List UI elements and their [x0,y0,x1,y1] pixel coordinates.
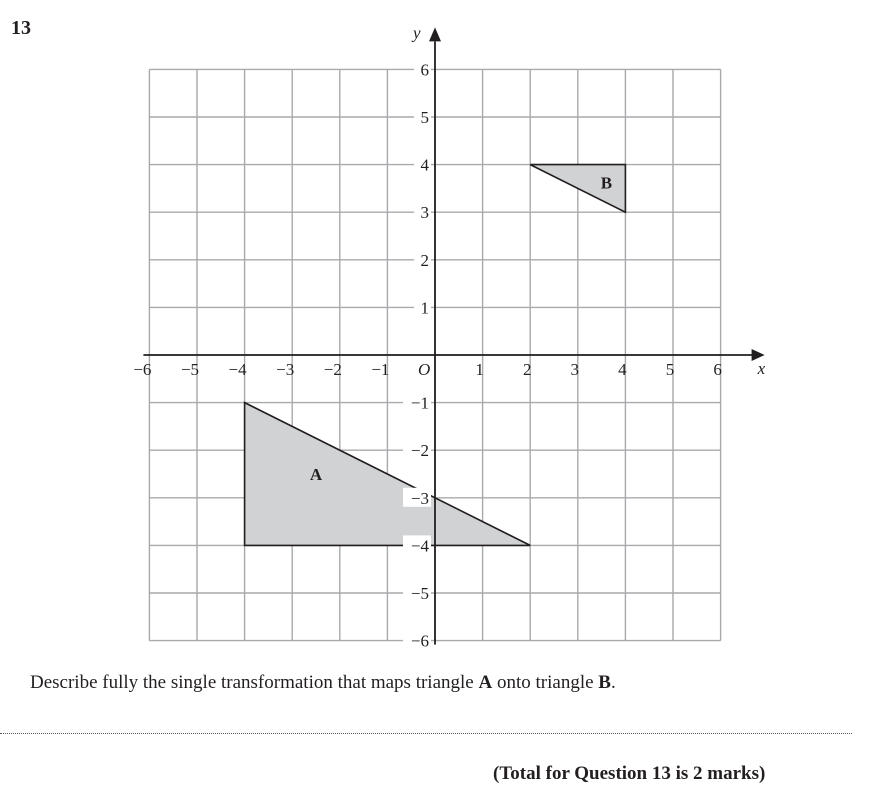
y-axis-arrow-icon [429,27,441,41]
x-tick-label: −6 [133,360,152,379]
x-tick-label: −2 [323,360,342,379]
x-tick-label: 6 [713,360,722,379]
question-text-part: Describe fully the single transformation that maps triangle [30,672,479,693]
triangle-a-label: A [309,465,323,484]
y-tick-label: −3 [410,488,429,508]
y-tick-label: −6 [410,631,429,651]
y-tick-label: 5 [420,108,429,127]
x-tick-label: 2 [522,360,532,379]
triangle-a-ref: A [478,672,493,693]
x-tick-label: 3 [570,360,580,379]
y-tick-label: 4 [420,155,429,175]
x-tick-label: 4 [618,360,627,379]
triangle-b-ref: B [598,672,611,693]
y-tick-label: 2 [420,250,429,270]
x-tick-label: 1 [475,360,484,379]
question-text [30,672,616,694]
x-tick-label: −3 [276,360,295,379]
x-tick-label: 5 [665,360,675,379]
x-tick-label: −4 [228,360,247,379]
y-tick-label: −2 [410,441,429,461]
y-tick-label: 6 [420,60,429,80]
question-text-part: . [610,672,616,693]
origin-label: O [418,360,431,379]
x-axis-label: x [757,359,766,378]
triangle-b-label: B [600,173,613,193]
y-tick-label: −4 [410,536,429,556]
total-marks: (Total for Question 13 is 2 marks) [493,763,766,784]
y-tick-label: −1 [410,393,429,413]
question-number: 13 [11,17,31,39]
x-tick-label: −5 [180,360,200,379]
question-text-part: onto triangle [492,672,599,693]
y-tick-label: 1 [420,298,429,318]
y-tick-label: −5 [410,584,429,603]
y-axis-label: y [413,23,421,43]
answer-line[interactable] [0,733,852,734]
y-tick-label: 3 [420,203,429,223]
x-tick-label: −1 [371,360,390,379]
